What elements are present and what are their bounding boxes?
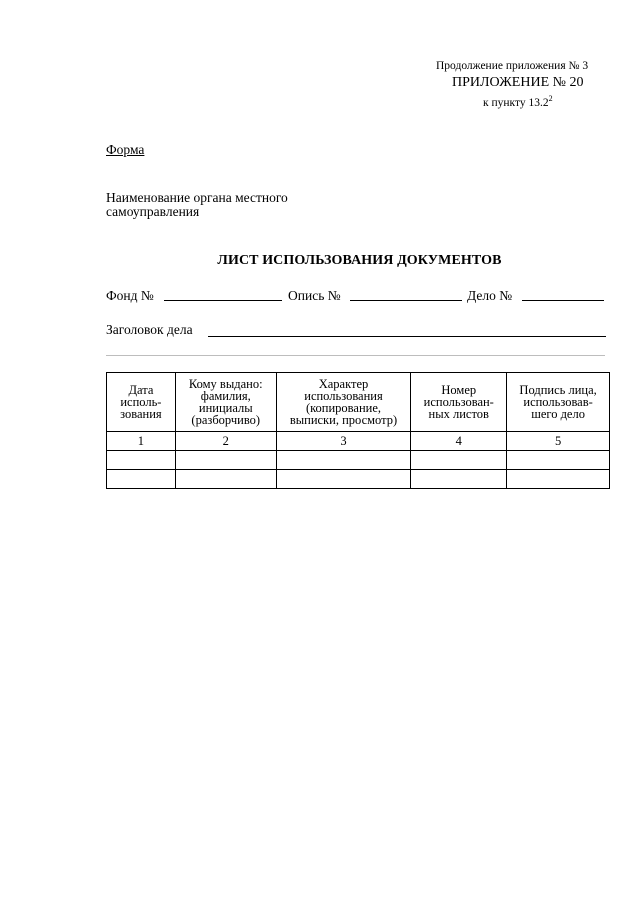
header-line: использовав- xyxy=(523,395,593,409)
table-cell[interactable] xyxy=(276,470,411,489)
header-signature xyxy=(507,373,610,432)
table-header-row xyxy=(107,373,610,432)
column-number: 5 xyxy=(507,432,610,451)
column-number: 2 xyxy=(175,432,276,451)
clause-reference xyxy=(483,94,553,109)
header-line: фамилия, xyxy=(200,389,251,403)
header-line: Кому выдано: xyxy=(188,377,263,391)
document-title: ЛИСТ ИСПОЛЬЗОВАНИЯ ДОКУМЕНТОВ xyxy=(217,253,502,268)
header-line: (разборчиво) xyxy=(191,413,261,427)
table-row xyxy=(107,470,610,489)
delo-field[interactable] xyxy=(522,288,604,301)
table-cell[interactable] xyxy=(411,470,507,489)
table-number-row xyxy=(107,432,610,451)
header-issued-to xyxy=(175,373,276,432)
table-cell[interactable] xyxy=(175,470,276,489)
header-line: Характер xyxy=(318,377,369,391)
header-line: Дата xyxy=(128,383,154,397)
case-title-label: Заголовок дела xyxy=(106,322,193,337)
table-row xyxy=(107,451,610,470)
continuation-note: Продолжение приложения № 3 xyxy=(436,60,589,72)
header-line: (копирование, xyxy=(305,401,382,415)
table-cell[interactable] xyxy=(107,451,176,470)
header-line: использования xyxy=(304,389,383,403)
table-cell[interactable] xyxy=(507,470,610,489)
header-line: ных листов xyxy=(428,407,489,421)
fond-label: Фонд № xyxy=(106,288,154,303)
org-name-line2: самоуправления xyxy=(106,204,200,219)
table-cell[interactable] xyxy=(411,451,507,470)
delo-label: Дело № xyxy=(467,288,513,303)
case-title-continuation-line[interactable] xyxy=(106,355,605,356)
header-usage-type xyxy=(276,373,411,432)
header-usage-date xyxy=(107,373,176,432)
column-number: 3 xyxy=(276,432,411,451)
header-line: Номер xyxy=(441,383,477,397)
header-line: использован- xyxy=(423,395,494,409)
case-title-field[interactable] xyxy=(208,324,606,337)
column-number: 4 xyxy=(411,432,507,451)
table-cell[interactable] xyxy=(276,451,411,470)
opis-field[interactable] xyxy=(350,288,462,301)
table-cell[interactable] xyxy=(507,451,610,470)
header-line: шего дело xyxy=(531,407,585,421)
column-number: 1 xyxy=(107,432,176,451)
opis-label: Опись № xyxy=(288,288,341,303)
table-cell[interactable] xyxy=(175,451,276,470)
clause-text: к пункту 13.2 xyxy=(483,96,549,109)
usage-table xyxy=(106,372,610,489)
header-line: Подпись лица, xyxy=(519,383,597,397)
form-label: Форма xyxy=(106,142,145,157)
table-cell[interactable] xyxy=(107,470,176,489)
appendix-number: ПРИЛОЖЕНИЕ № 20 xyxy=(452,75,584,90)
header-line: выписки, просмотр) xyxy=(289,413,398,427)
header-line: инициалы xyxy=(198,401,253,415)
clause-superscript: 2 xyxy=(548,94,553,103)
header-line: зования xyxy=(120,407,162,421)
header-line: исполь- xyxy=(120,395,162,409)
org-name xyxy=(106,191,288,219)
header-sheet-numbers xyxy=(411,373,507,432)
org-name-line1: Наименование органа местного xyxy=(106,190,288,205)
fond-field[interactable] xyxy=(164,288,282,301)
